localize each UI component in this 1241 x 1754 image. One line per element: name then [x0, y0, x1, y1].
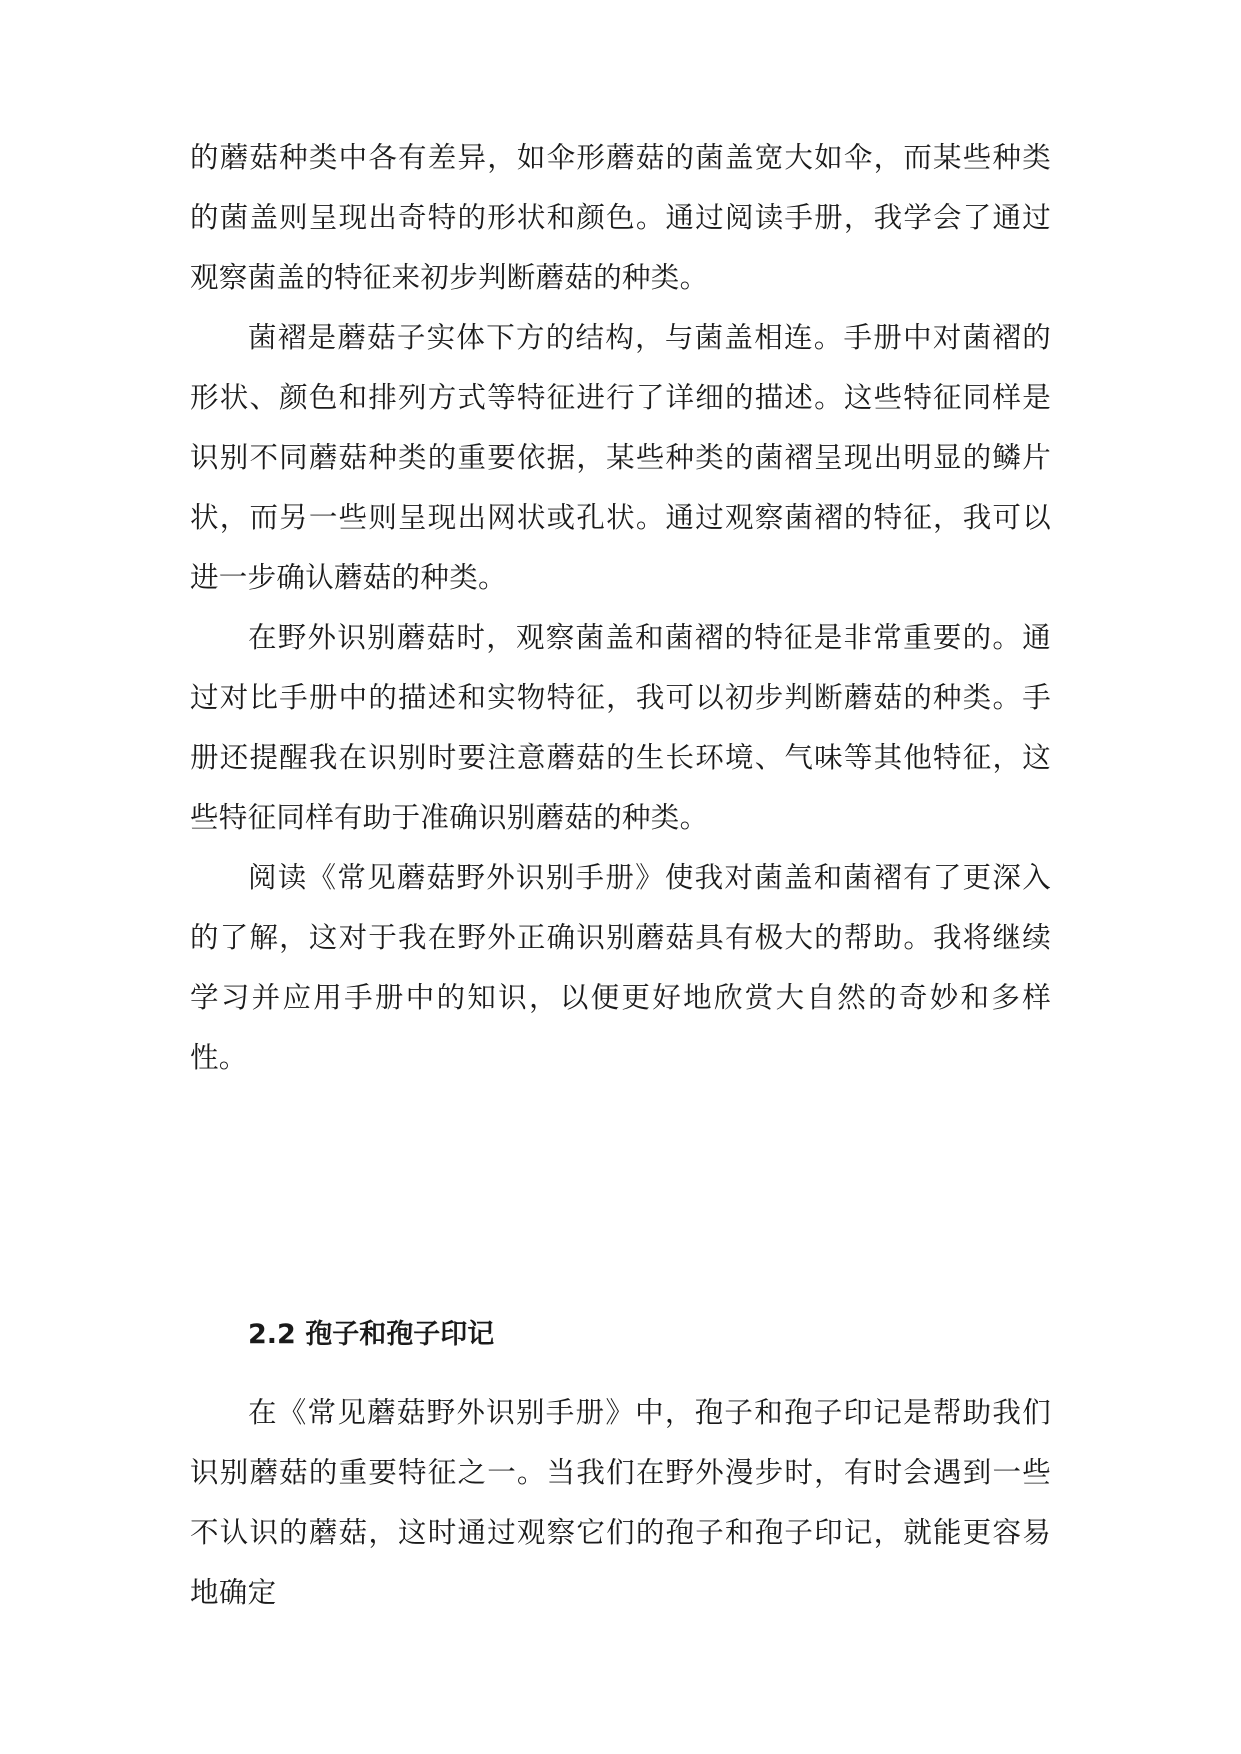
body-text-upper [190, 128, 1051, 1088]
paragraph: 在《常见蘑菇野外识别手册》中，孢子和孢子印记是帮助我们识别蘑菇的重要特征之一。当我们在野外漫步时，有时会遇到一些不认识的蘑菇，这时通过观察它们的孢子和孢子印记，就能更容易地确定 [190, 1396, 1051, 1609]
paragraph: 菌褶是蘑菇子实体下方的结构，与菌盖相连。手册中对菌褶的形状、颜色和排列方式等特征进行了详细的描述。这些特征同样是识别不同蘑菇种类的重要依据，某些种类的菌褶呈现出明显的鳞片状，而另一些则呈现出网状或孔状。通过观察菌褶的特征，我可以进一步确认蘑菇的种类。 [190, 321, 1051, 594]
paragraph: 阅读《常见蘑菇野外识别手册》使我对菌盖和菌褶有了更深入的了解，这对于我在野外正确识别蘑菇具有极大的帮助。我将继续学习并应用手册中的知识，以便更好地欣赏大自然的奇妙和多样性。 [190, 861, 1051, 1074]
paragraph: 在野外识别蘑菇时，观察菌盖和菌褶的特征是非常重要的。通过对比手册中的描述和实物特征，我可以初步判断蘑菇的种类。手册还提醒我在识别时要注意蘑菇的生长环境、气味等其他特征，这些特征同样有助于准确识别蘑菇的种类。 [190, 621, 1051, 834]
body-text-lower [190, 1383, 1051, 1623]
paragraph: 的蘑菇种类中各有差异，如伞形蘑菇的菌盖宽大如伞，而某些种类的菌盖则呈现出奇特的形状和颜色。通过阅读手册，我学会了通过观察菌盖的特征来初步判断蘑菇的种类。 [190, 141, 1051, 294]
section-heading: 2.2 孢子和孢子印记 [248, 1319, 495, 1350]
